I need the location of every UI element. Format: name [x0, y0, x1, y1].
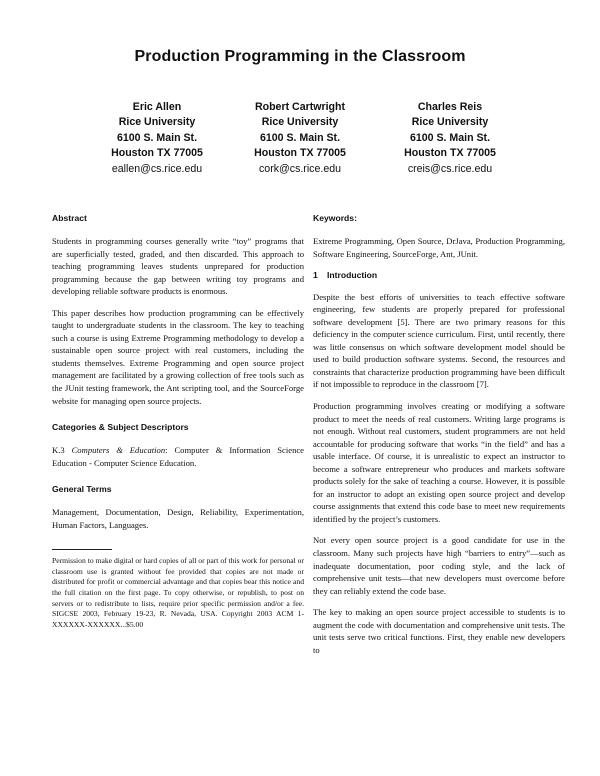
author-name: Robert Cartwright	[254, 101, 346, 113]
abstract-paragraph: This paper describes how production programming can be effectively taught to undergraduate students in the classroom. The key to teaching such a course is using Extreme Programming methodology to develop a sustainable open source project with real customers, including the students themselves. Extreme Programming and open source project management are facilitated by a growing collection of free tools such as the JUnit testing framework, the Ant scripting tool, and the SourceForge website for managing open source projects.	[52, 307, 304, 406]
paper-title: Production Programming in the Classroom	[134, 48, 466, 65]
author-email: creis@cs.rice.edu	[407, 162, 493, 175]
intro-paragraph: Not every open source project is a good candidate for use in the classroom. Many such projects have high “barriers to entry”—such as inadequate documentation, poor coding style, and the lack of comprehensive unit tests—that new developers must overcome before they can reliably extend the code base.	[313, 535, 565, 596]
keywords-text: Extreme Programming, Open Source, DrJava, Production Programming, Software Engineering, SourceForge, Ant, JUnit.	[313, 236, 565, 259]
left-column	[52, 212, 304, 630]
author-city: Houston TX 77005	[404, 147, 496, 160]
author-city: Houston TX 77005	[111, 147, 203, 160]
author-affiliation: Rice University	[118, 116, 196, 129]
abstract-paragraph: Students in programming courses generally write “toy” programs that are superficially tested, graded, and then discarded. This approach to teaching programming leaves students unprepared for production programming because the gap between writing toy programs and developing reliable software products is enormous.	[52, 236, 304, 297]
footnote-divider	[52, 549, 112, 550]
categories-rest: : Computer & Information Science Education - Computer Science Education.	[52, 445, 304, 468]
categories-text	[52, 444, 304, 469]
author-affiliation: Rice University	[261, 116, 339, 129]
author-city: Houston TX 77005	[254, 147, 346, 160]
author-email: cork@cs.rice.edu	[259, 162, 341, 175]
author-name: Charles Reis	[417, 101, 483, 113]
general-terms-heading: General Terms	[52, 484, 112, 495]
intro-paragraph: The key to making an open source project accessible to students is to augment the code with documentation and comprehensive unit tests. The unit tests serve two critical functions. First, they enable new developers to	[313, 607, 565, 655]
section-number: 1	[313, 270, 318, 281]
author-street: 6100 S. Main St.	[409, 131, 491, 144]
author-affiliation: Rice University	[411, 116, 489, 129]
categories-code: K.3	[52, 445, 65, 456]
section-title: Introduction	[327, 270, 378, 281]
copyright-footnote: Permission to make digital or hard copies of all or part of this work for personal or classroom use is granted without fee provided that copies are not made or distributed for profit or commercial advantage and that copies bear this notice and the full citation on the first page. To copy otherwise, or republish, to post on servers or to redistribute to lists, require prior specific permission and/or a fee. SIGCSE 2003, February 19-23, R. Nevada, USA. Copyright 2003 ACM 1-XXXXXX-XXXXXX...$5.00	[52, 556, 304, 629]
categories-heading: Categories & Subject Descriptors	[52, 422, 189, 433]
intro-paragraph: Despite the best efforts of universities to teach effective software engineering, few students are properly prepared for professional software development [5]. There are two primary reasons for this deficiency in the computer science curriculum. First, until recently, there was little consensus on which software development model should be used to build production software systems. Second, the resources and constraints that characterize production programming have been difficult if not impossible to reproduce in the classroom [7].	[313, 291, 565, 390]
author-name: Eric Allen	[132, 101, 182, 113]
right-column	[313, 212, 565, 665]
author-street: 6100 S. Main St.	[259, 131, 341, 144]
general-terms-text: Management, Documentation, Design, Reliability, Experimentation, Human Factors, Languages.	[52, 507, 304, 530]
categories-italic: Computers & Education	[71, 445, 166, 456]
keywords-heading: Keywords:	[313, 213, 357, 223]
author-street: 6100 S. Main St.	[116, 131, 198, 144]
author-block-3	[365, 100, 535, 177]
introduction-heading	[313, 269, 565, 282]
intro-paragraph: Production programming involves creating or modifying a software product to meet the needs of real customers. Writing large programs is not enough. Without real customers, student programmers are not held accountable for producing software that works “in the field” and has a usable interface. Of course, it is unrealistic to expect an instructor to become a software entrepreneur who produces and markets software products solely for the sake of teaching a course. However, it is possible for an instructor to adopt an existing open source project and develop course assignments that extend this code base to meet new requirements identified by the project’s customers.	[313, 401, 565, 524]
author-block-2	[215, 100, 385, 177]
author-email: eallen@cs.rice.edu	[111, 162, 203, 175]
abstract-heading: Abstract	[52, 213, 87, 223]
